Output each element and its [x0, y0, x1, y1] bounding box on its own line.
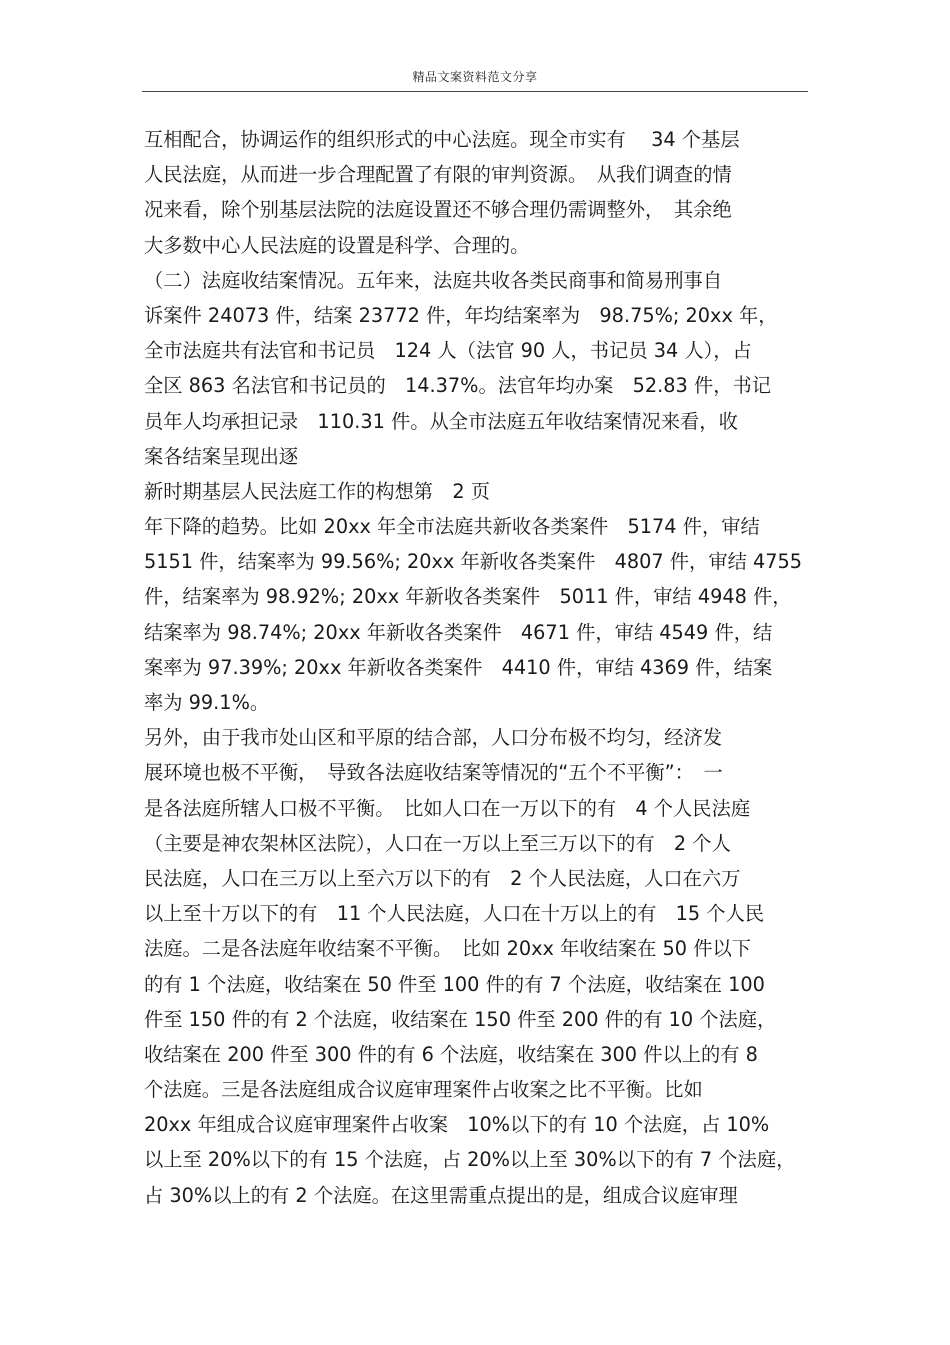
- text-line: 占 30%以上的有 2 个法庭。在这里需重点提出的是，组成合议庭审理: [144, 1183, 738, 1207]
- text-line: 大多数中心人民法庭的设置是科学、合理的。: [144, 233, 530, 257]
- text-line: 件至 150 件的有 2 个法庭，收结案在 150 件至 200 件的有 10 个法庭，: [144, 1007, 777, 1031]
- text-line: 件，结案率为 98.92%; 20xx 年新收各类案件 5011 件，审结 4948 件，: [144, 585, 792, 609]
- text-line: 互相配合，协调运作的组织形式的中心法庭。现全市实有 34 个基层: [144, 128, 740, 151]
- text-line: 诉案件 24073 件，结案 23772 件，年均结案率为 98.75%; 20xx 年，: [144, 303, 778, 327]
- text-line: 人民法庭，从而进一步合理配置了有限的审判资源。 从我们调查的情: [144, 163, 732, 187]
- text-line: 案率为 97.39%; 20xx 年新收各类案件 4410 件，审结 4369 件，结案: [144, 655, 773, 679]
- header-divider: [142, 91, 808, 92]
- text-line: 20xx 年组成合议庭审理案件占收案 10%以下的有 10 个法庭，占 10%: [144, 1113, 770, 1137]
- document-body: [144, 122, 824, 1213]
- text-line: 全市法庭共有法官和书记员 124 人（法官 90 人，书记员 34 人），占: [144, 339, 752, 363]
- text-line: 全区 863 名法官和书记员的 14.37%。法官年均办案 52.83 件，书记: [144, 374, 772, 398]
- text-line: 的有 1 个法庭，收结案在 50 件至 100 件的有 7 个法庭，收结案在 100: [144, 972, 765, 996]
- text-line: 年下降的趋势。比如 20xx 年全市法庭共新收各类案件 5174 件，审结: [144, 515, 760, 539]
- text-line: 结案率为 98.74%; 20xx 年新收各类案件 4671 件，审结 4549 件，结: [144, 620, 773, 644]
- text-line: 民法庭，人口在三万以上至六万以下的有 2 个人民法庭，人口在六万: [144, 866, 741, 890]
- text-line: 收结案在 200 件至 300 件的有 6 个法庭，收结案在 300 件以上的有 8: [144, 1042, 758, 1066]
- text-line: 5151 件，结案率为 99.56%; 20xx 年新收各类案件 4807 件，审结 4755: [144, 550, 803, 574]
- text-line: 案各结案呈现出逐: [144, 444, 299, 468]
- text-line: 法庭。二是各法庭年收结案不平衡。 比如 20xx 年收结案在 50 件以下: [144, 937, 752, 961]
- text-line: 新时期基层人民法庭工作的构想第 2 页: [144, 479, 490, 503]
- text-line: 是各法庭所辖人口极不平衡。 比如人口在一万以下的有 4 个人民法庭: [144, 796, 751, 820]
- text-line: （二）法庭收结案情况。五年来，法庭共收各类民商事和简易刑事自: [144, 268, 723, 292]
- text-line: 展环境也极不平衡， 导致各法庭收结案等情况的“五个不平衡”： 一: [144, 761, 723, 785]
- text-line: 员年人均承担记录 110.31 件。从全市法庭五年收结案情况来看，收: [144, 409, 738, 433]
- text-line: 以上至十万以下的有 11 个人民法庭，人口在十万以上的有 15 个人民: [144, 902, 765, 926]
- text-line: 个法庭。三是各法庭组成合议庭审理案件占收案之比不平衡。比如: [144, 1078, 703, 1102]
- text-line: 另外，由于我市处山区和平原的结合部，人口分布极不均匀，经济发: [144, 726, 723, 750]
- text-line: 以上至 20%以下的有 15 个法庭，占 20%以上至 30%以下的有 7 个法庭，: [144, 1148, 796, 1172]
- text-line: 况来看，除个别基层法院的法庭设置还不够合理仍需调整外， 其余绝: [144, 198, 732, 222]
- page-header: 精品文案资料范文分享: [412, 70, 538, 84]
- text-line: （主要是神农架林区法院），人口在一万以上至三万以下的有 2 个人: [144, 831, 731, 855]
- text-line: 率为 99.1%。: [144, 691, 270, 714]
